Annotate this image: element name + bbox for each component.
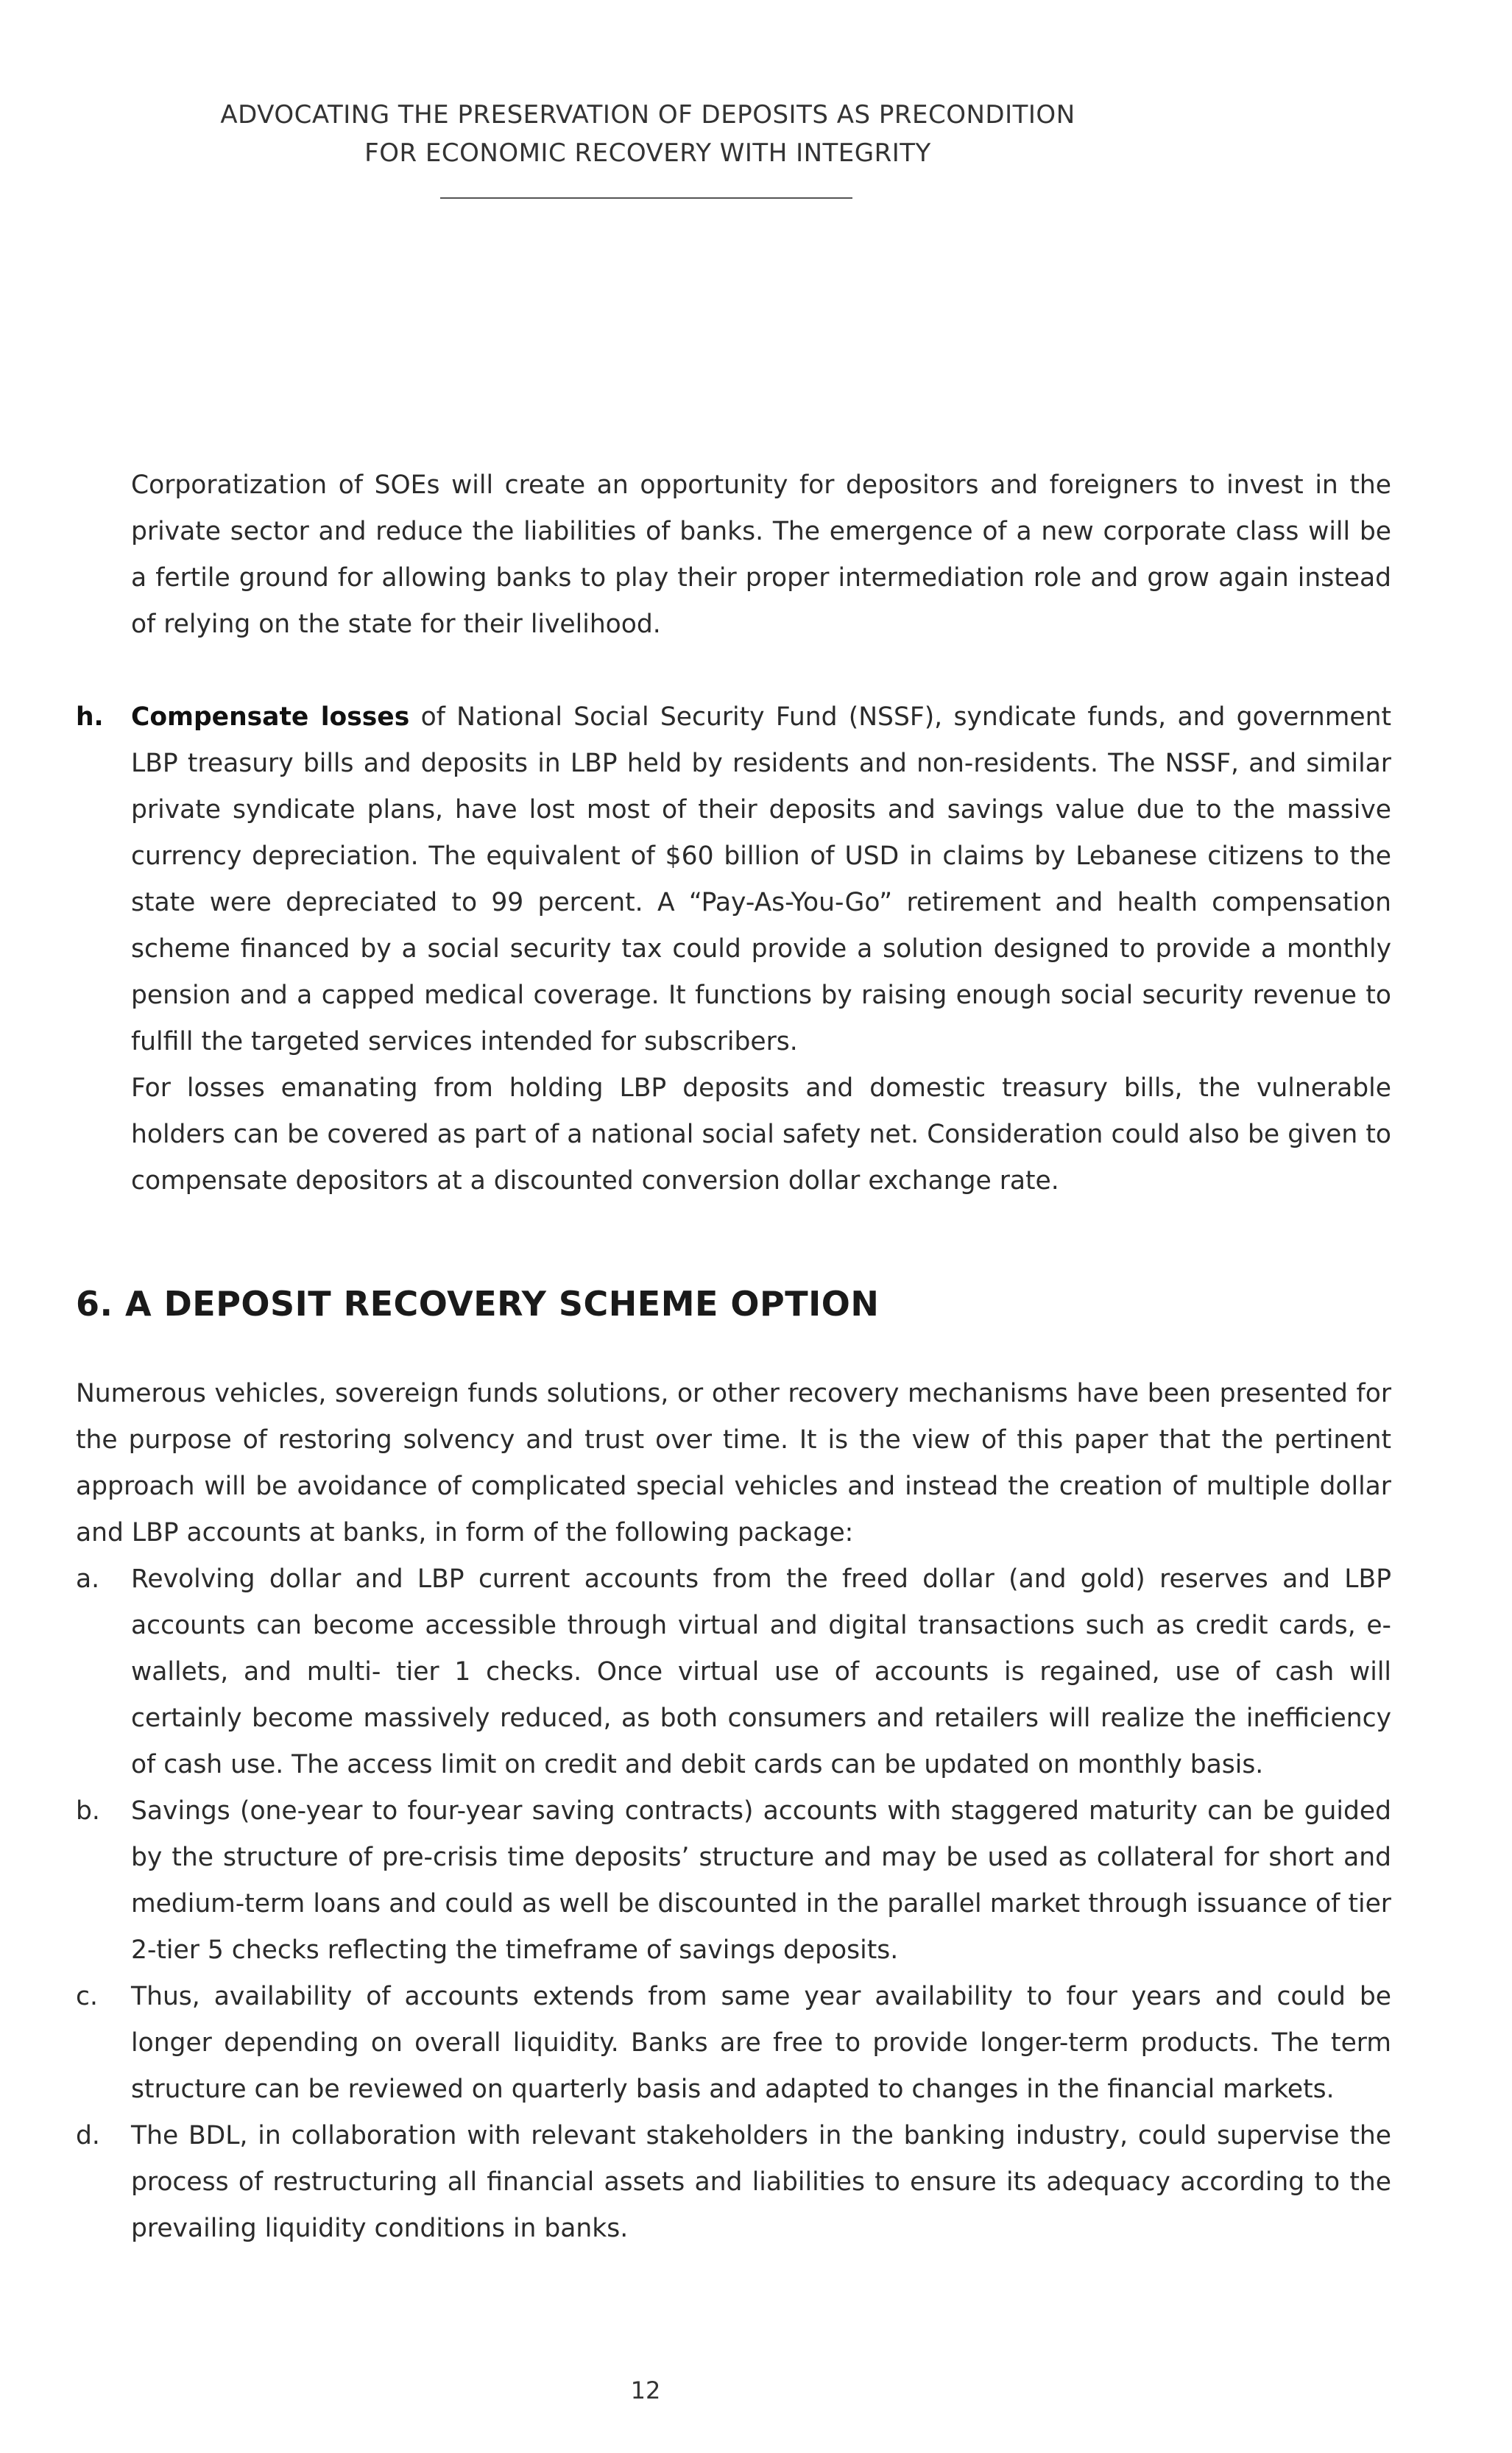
spacer (76, 1330, 1391, 1371)
list-item-text: Savings (one-year to four-year saving contracts) accounts with staggered maturity can be guided by the structure of pre-crisis time deposits’ structure and may be used as collateral for short and medium-term loans and could as well be discounted in the parallel market through issuance of tier 2-tier 5 checks reflecting the timeframe of savings deposits. (131, 1796, 1391, 1965)
list-item-h (76, 694, 1391, 1065)
spacer (76, 648, 1391, 694)
list-item-text: Thus, availability of accounts extends from same year availability to four years and could be longer depending on overall liquidity. Banks are free to provide longer-term products. The term structure can be reviewed on quarterly basis and adapted to changes in the financial markets. (131, 1982, 1391, 2104)
section-heading: 6. A DEPOSIT RECOVERY SCHEME OPTION (76, 1284, 880, 1324)
list-marker: b. (76, 1796, 100, 1826)
list-item-c (76, 1974, 1391, 2113)
running-header (0, 96, 1296, 172)
running-header-line-2: FOR ECONOMIC RECOVERY WITH INTEGRITY (364, 138, 931, 168)
list-item-text: The BDL, in collaboration with relevant stakeholders in the banking industry, could supervise the process of restructuring all financial assets and liabilities to ensure its adequacy according to the prevailing liquidity conditions in banks. (131, 2121, 1391, 2243)
list-item-h-continuation: For losses emanating from holding LBP deposits and domestic treasury bills, the vulnerable holders can be covered as part of a national social safety net. Consideration could also be given to compensate depositors at a discounted conversion dollar exchange rate. (131, 1073, 1391, 1196)
list-item-text: Revolving dollar and LBP current accounts from the freed dollar (and gold) reserves and LBP accounts can become accessible through virtual and digital transactions such as credit cards, e- wallets, and multi- tier 1 checks. Once virtual use of accounts is regained, use of cash will certainly become massively reduced, as both consumers and retailers will realize the inefficiency of cash use. The access limit on credit and debit cards can be updated on monthly basis. (131, 1564, 1391, 1779)
section-intro-paragraph: Numerous vehicles, sovereign funds solutions, or other recovery mechanisms have been presented for the purpose of restoring solvency and trust over time. It is the view of this paper that the pertinent approach will be avoidance of complicated special vehicles and instead the creation of multiple dollar and LBP accounts at banks, in form of the following package: (76, 1379, 1391, 1547)
list-item-b (76, 1788, 1391, 1974)
list-marker: h. (76, 702, 104, 732)
intro-paragraph: Corporatization of SOEs will create an opportunity for depositors and foreigners to invest in the private sector and reduce the liabilities of banks. The emergence of a new corporate class will be a fertile ground for allowing banks to play their proper intermediation role and grow again instead of relying on the state for their livelihood. (131, 470, 1391, 639)
list-item-d (76, 2113, 1391, 2252)
running-header-line-1: ADVOCATING THE PRESERVATION OF DEPOSITS AS PRECONDITION (220, 100, 1075, 130)
header-divider (440, 197, 852, 199)
list-marker: a. (76, 1564, 100, 1594)
list-marker: d. (76, 2121, 100, 2150)
list-item-lead: Compensate losses (131, 702, 410, 732)
list-item-a (76, 1556, 1391, 1788)
list-marker: c. (76, 1982, 98, 2011)
page-number: 12 (630, 2376, 661, 2404)
page-body (76, 462, 1391, 2252)
list-item-text: of National Social Security Fund (NSSF), syndicate funds, and government LBP treasury bills and deposits in LBP held by residents and non-residents. The NSSF, and similar private syndicate plans, have lost most of their deposits and savings value due to the massive currency depreciation. The equivalent of $60 billion of USD in claims by Lebanese citizens to the state were depreciated to 99 percent. A “Pay-As-You-Go” retirement and health compensation scheme financed by a social security tax could provide a solution designed to provide a monthly pension and a capped medical coverage. It functions by raising enough social security revenue to fulfill the targeted services intended for subscribers. (131, 702, 1391, 1056)
spacer (76, 1204, 1391, 1278)
